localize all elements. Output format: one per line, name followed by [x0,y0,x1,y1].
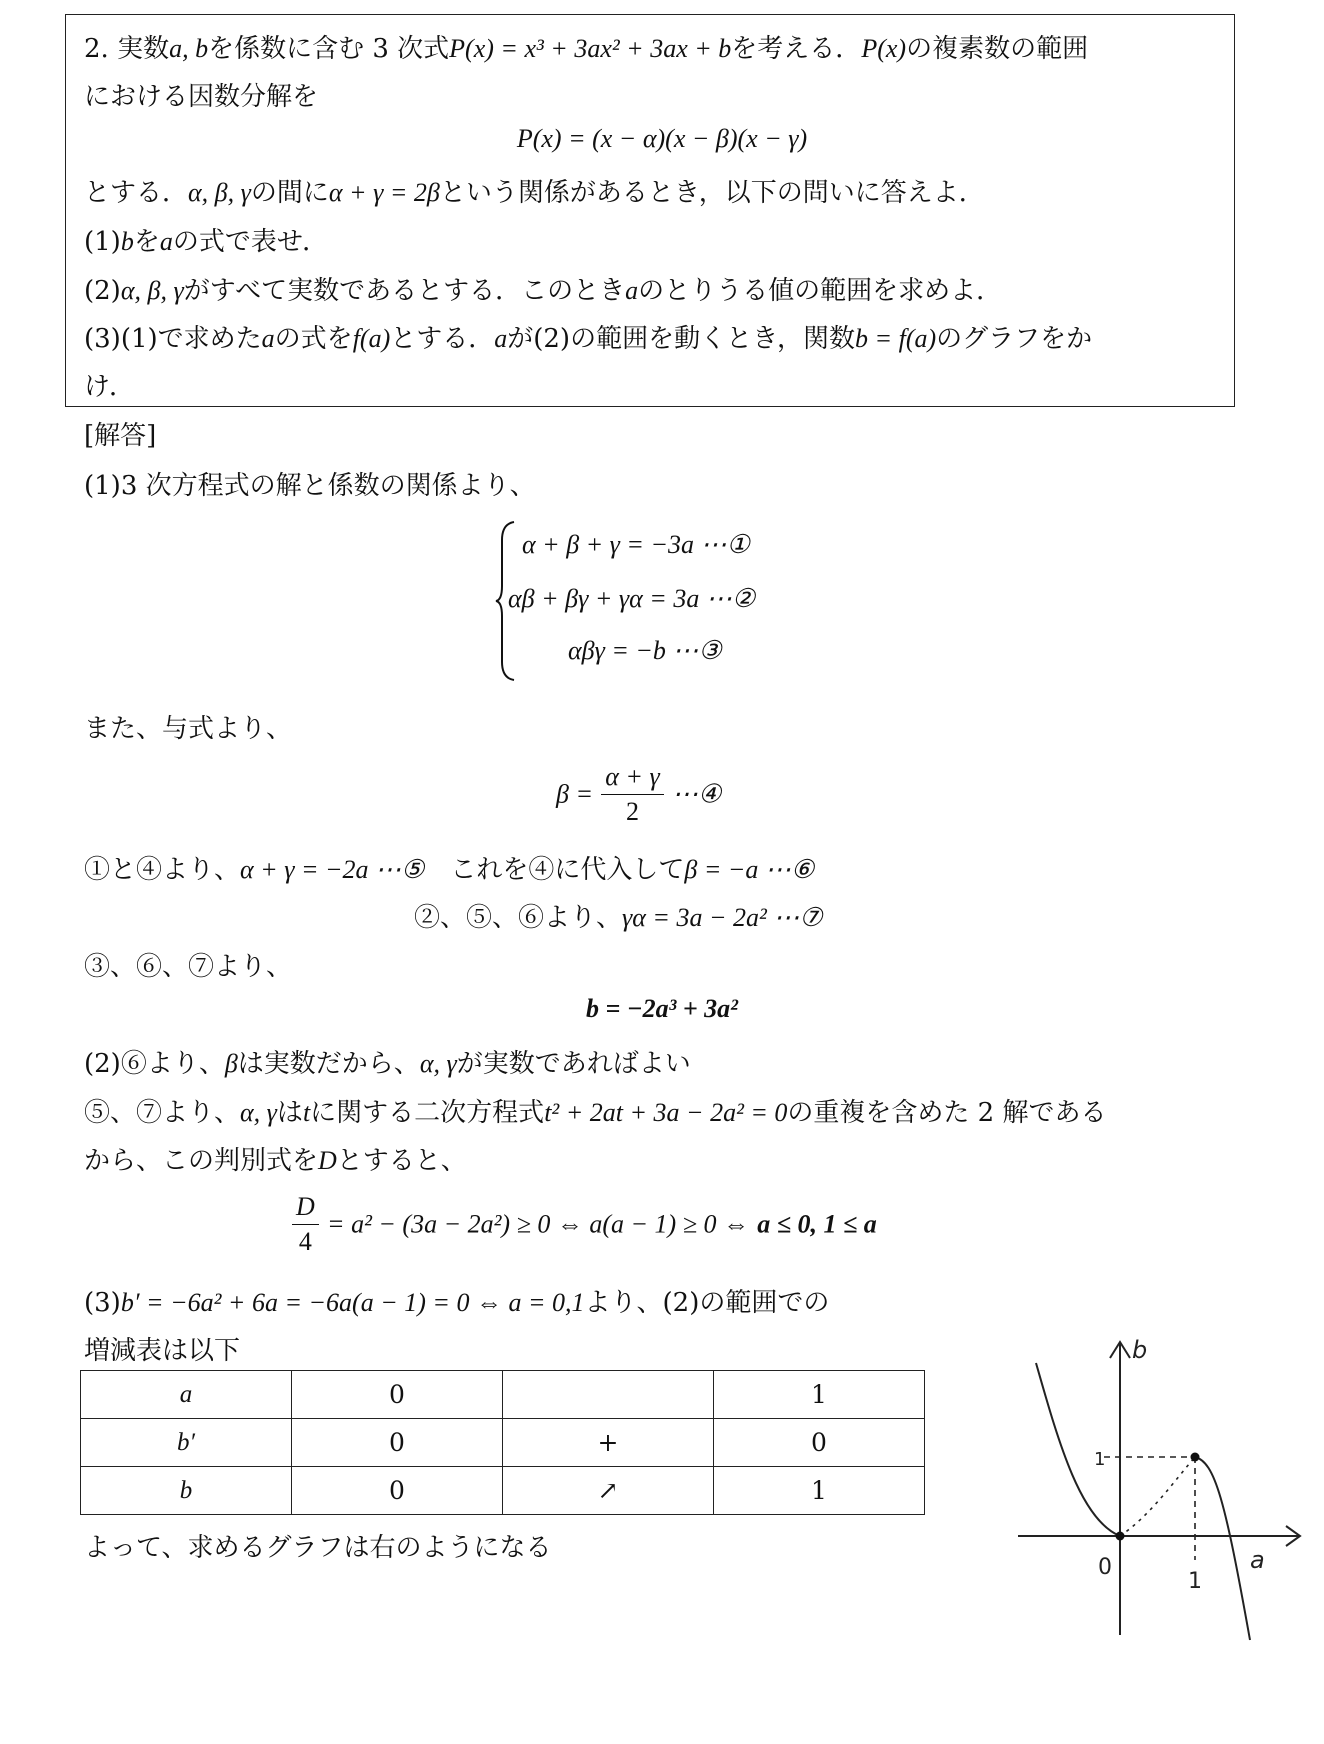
fraction-numerator: D [292,1192,319,1225]
answer-text: ③、⑥、⑦より、 [84,952,293,982]
math: β [224,1049,238,1078]
curve-right [1195,1457,1250,1640]
problem-text: (2) [84,276,121,306]
math: a [159,227,173,256]
answer-text: (1)3 次方程式の解と係数の関係より、 [84,471,536,501]
answer-text: ②、⑤、⑥より、 [414,903,623,933]
math: α, γ [240,1098,277,1127]
answer-step-10 [84,1330,240,1367]
problem-text: がすべて実数であるとする．このとき [183,276,626,306]
question-3-cont [84,366,135,403]
math: a ≤ 0, 1 ≤ a [757,1209,877,1239]
math: ⋯④ [671,779,722,809]
tick-y-1: 1 [1094,1449,1106,1470]
curve-left [1036,1363,1120,1536]
answer-text: 増減表は以下 [84,1336,241,1366]
question-3 [84,318,1092,355]
problem-line-3 [0,124,1324,154]
math: P(x) [861,34,907,63]
answer-step-8 [84,1140,467,1177]
math: D [318,1146,337,1175]
origin-label: 0 [1098,1555,1112,1580]
table-cell: 1 [714,1371,925,1419]
discriminant-fraction [292,1192,319,1257]
math: f(a) [352,324,391,353]
answer-text: に関する二次方程式 [310,1098,545,1128]
table-row [81,1371,925,1419]
vieta-system [494,520,794,680]
table-cell: ↗ [503,1467,714,1515]
problem-text: を係数に含む 3 次式 [208,34,450,64]
math: a [261,324,275,353]
table-cell: 1 [714,1467,925,1515]
table-cell: a [81,1371,292,1419]
problem-text: を [133,227,160,257]
table-row [81,1419,925,1467]
answer-text: よって、求めるグラフは右のようになる [84,1533,552,1563]
equation-1: α + β + γ = −3a ⋯① [522,530,750,559]
math: β = −a ⋯⑥ [684,855,815,884]
discriminant-equation [292,1192,877,1257]
point-max [1191,1453,1200,1462]
table-cell: + [503,1419,714,1467]
problem-text: (3)(1)で求めた [84,324,262,354]
answer-step-4 [414,897,823,934]
axis-label-b: b [1132,1336,1148,1364]
answer-step-6 [84,1043,691,1080]
answer-text: より、(2)の範囲での [584,1288,830,1318]
question-2 [84,270,1002,307]
answer-heading [84,415,156,452]
problem-text: とする． [390,324,495,354]
math: γα = 3a − 2a² ⋯⑦ [622,903,823,932]
answer-text: (2)⑥より、 [84,1049,225,1079]
table-cell: 0 [292,1467,503,1515]
curve-excluded [1120,1457,1195,1536]
answer-step-3 [84,849,814,886]
answer-step-9 [84,1282,829,1319]
math: a, b [169,34,209,63]
problem-text: のとりうる値の範囲を求めよ． [638,276,1003,306]
beta-equation [556,762,721,827]
graph [1010,1330,1310,1650]
problem-text: のグラフをか [936,324,1093,354]
math: α, β, γ [120,276,184,305]
math: P(x) = (x − α)(x − β)(x − γ) [516,124,808,153]
answer-text: ①と④より、 [84,855,241,885]
answer-text: が実数であればよい [456,1049,691,1079]
question-1 [84,221,328,258]
math: a [625,276,639,305]
problem-line-4 [84,172,985,209]
table-cell: 0 [714,1419,925,1467]
table-cell: b′ [81,1419,292,1467]
problem-text: が(2)の範囲を動くとき，関数 [507,324,856,354]
answer-text: (3) [84,1288,121,1318]
math: P(x) = x³ + 3ax² + 3ax + b [449,34,732,63]
math: α + γ = −2a ⋯⑤ [240,855,425,884]
answer-step-5 [84,946,292,983]
table-cell: b [81,1467,292,1515]
math: a [494,324,508,353]
problem-text: を考える． [731,34,862,64]
problem-text: の式を [274,324,353,354]
problem-text: の間に [250,178,329,208]
table-cell: 0 [292,1371,503,1419]
answer-step-2 [84,708,292,745]
math: b = f(a) [855,324,937,353]
fraction-denominator: 2 [625,797,639,826]
fraction-denominator: 4 [298,1227,312,1256]
table-cell [503,1371,714,1419]
math: t [302,1098,311,1127]
tick-x-1: 1 [1188,1569,1202,1594]
answer-text: これを④に代入して [450,855,685,885]
math: = a² − (3a − 2a²) ≥ 0 ⇔ a(a − 1) ≥ 0 ⇔ [327,1209,749,1239]
math: α, γ [419,1049,457,1078]
result-1 [0,994,1324,1024]
math: α, β, γ [188,178,251,207]
table-row [81,1467,925,1515]
problem-text: の式で表せ． [172,227,329,257]
answer-text: は [276,1098,303,1128]
problem-text: という関係があるとき，以下の問いに答えよ． [439,178,985,208]
math: α + γ = 2β [328,178,440,207]
problem-text: け． [84,372,135,402]
problem-text: とする． [84,178,189,208]
math: b′ = −6a² + 6a = −6a(a − 1) = 0 ⇔ a = 0,1 [120,1288,585,1317]
equation-2: αβ + βγ + γα = 3a ⋯② [508,584,756,613]
point-origin [1116,1532,1125,1541]
math: b [120,227,134,256]
problem-text: 2. 実数 [84,34,170,64]
equation-3: αβγ = −b ⋯③ [568,636,722,665]
problem-line-2 [84,76,318,113]
problem-line-1 [84,28,1088,65]
math: β = [556,779,593,809]
math: b = −2a³ + 3a² [586,994,738,1023]
answer-text: また、与式より、 [84,714,293,744]
answer-step-7 [84,1092,1106,1129]
answer-text: は実数だから、 [237,1049,420,1079]
problem-text: (1) [84,227,121,257]
answer-text: ⑤、⑦より、 [84,1098,241,1128]
axis-label-a: a [1250,1546,1265,1574]
beta-fraction [601,762,663,827]
math: t² + 2at + 3a − 2a² = 0 [544,1098,788,1127]
increase-decrease-table [80,1370,925,1515]
answer-step-11 [84,1527,551,1564]
answer-step-1 [84,465,536,502]
heading-text: [解答] [84,421,157,451]
table-cell: 0 [292,1419,503,1467]
fraction-numerator: α + γ [601,762,663,795]
answer-text: とすると、 [336,1146,467,1176]
problem-text: の複素数の範囲 [906,34,1089,64]
answer-text: から、この判別式を [84,1146,319,1176]
answer-text: の重複を含めた 2 解である [787,1098,1107,1128]
problem-text: における因数分解を [84,82,319,112]
